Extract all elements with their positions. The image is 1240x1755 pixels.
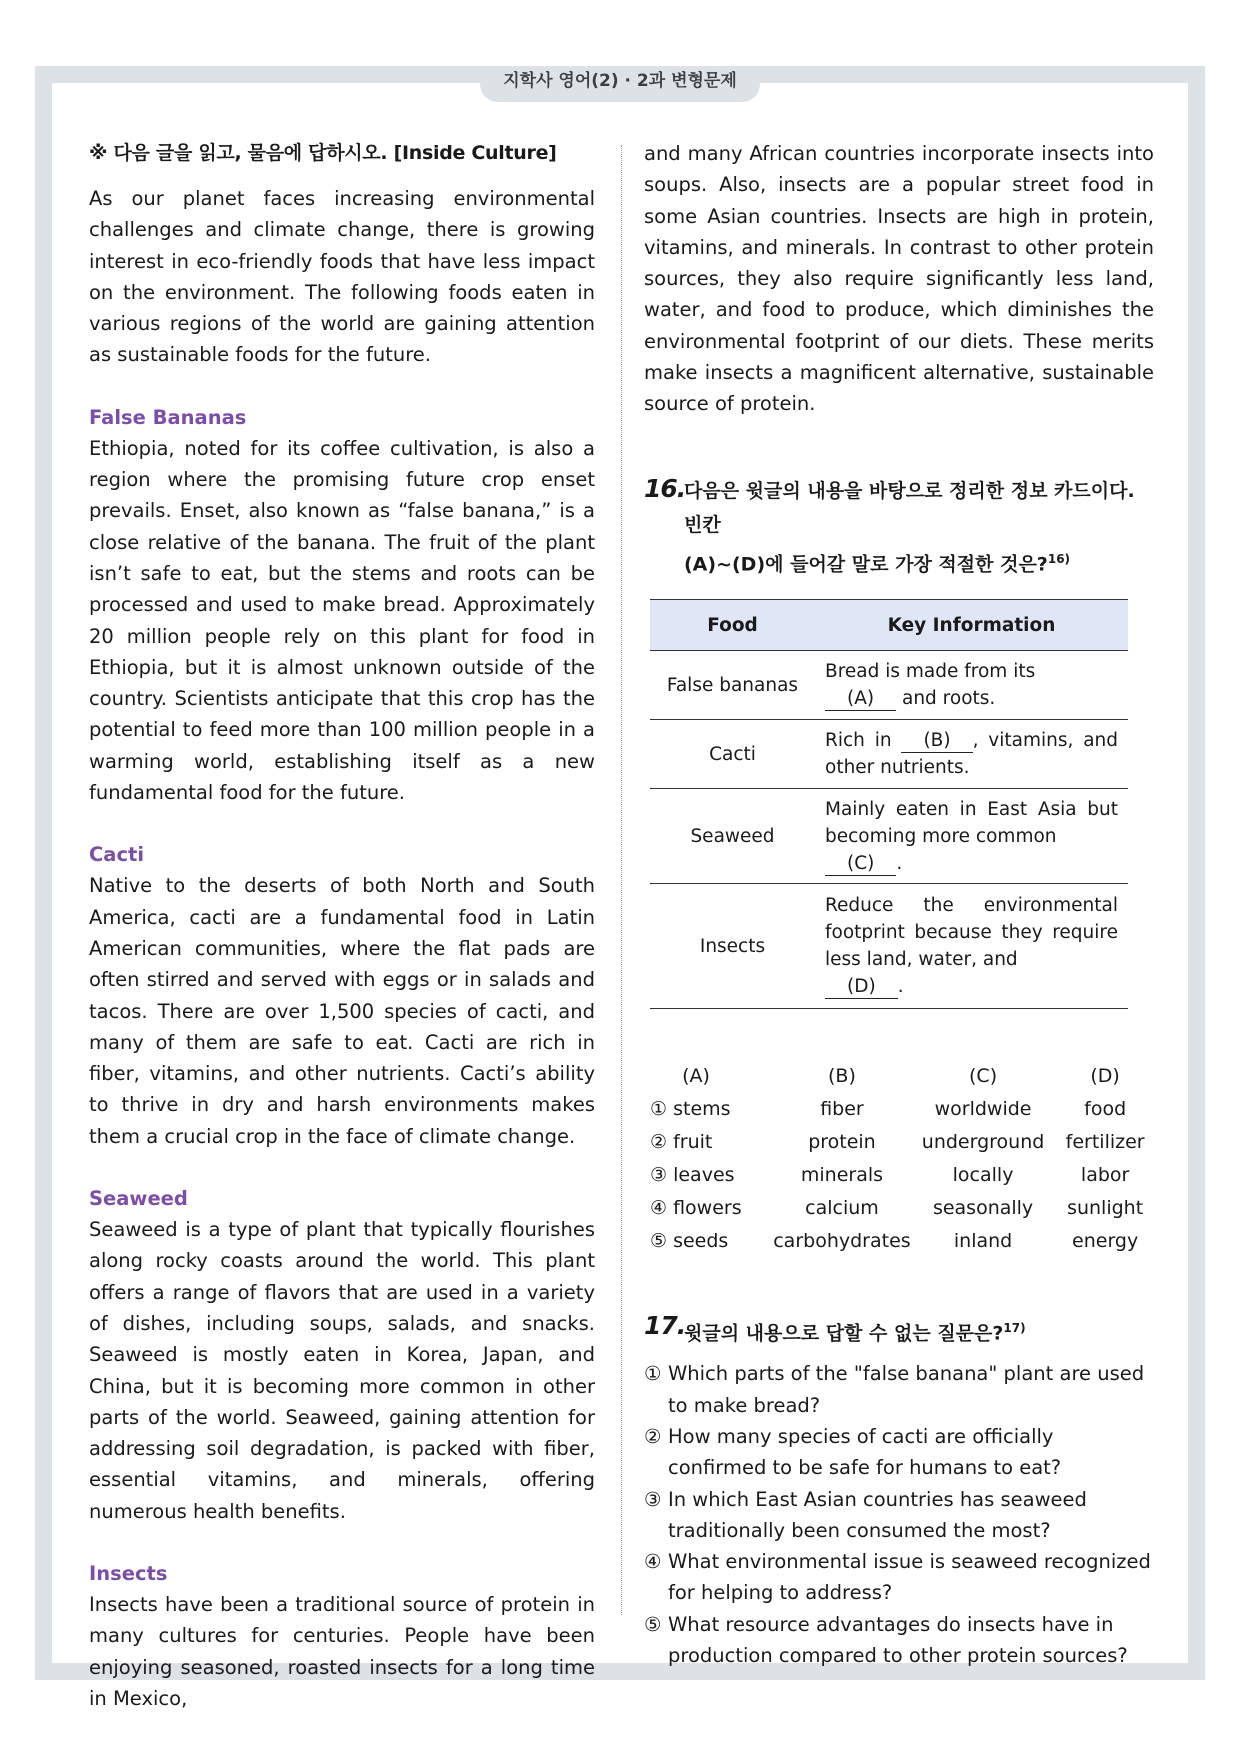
answer-option-5[interactable] <box>644 1609 1154 1672</box>
answer-choices-table <box>650 1059 1156 1257</box>
choice-header-c: (C) <box>969 1064 998 1087</box>
choice-d-value: labor <box>1080 1163 1130 1186</box>
info-food-cell: Cacti <box>650 720 815 789</box>
info-table-header-row <box>650 600 1128 651</box>
option-text: How many species of cacti are officially confirmed to be safe for humans to eat? <box>668 1424 1062 1480</box>
answer-choice-5[interactable] <box>650 1224 1156 1257</box>
choice-header-a-label: (A) <box>682 1064 710 1087</box>
table-row <box>650 789 1128 884</box>
info-key-cell <box>815 720 1128 789</box>
section-heading-cacti: Cacti <box>89 843 145 867</box>
choice-a-value: leaves <box>673 1163 735 1186</box>
option-number: ② <box>644 1424 662 1448</box>
info-food-cell: Insects <box>650 884 815 1009</box>
choice-a-cell <box>650 1158 772 1191</box>
info-key-cell <box>815 651 1128 720</box>
choice-c-value: inland <box>953 1229 1013 1252</box>
choice-b-value: carbohydrates <box>773 1229 911 1252</box>
intro-paragraph: As our planet faces increasing environmental challenges and climate change, there is growing interest in eco-friendly foods that have less impact on the environment. The following foods eaten in various regions of the world are gaining attention as sustainable foods for the future. <box>89 187 595 367</box>
answer-option-1[interactable] <box>644 1358 1154 1421</box>
right-column <box>644 138 1154 1671</box>
choice-number: ① <box>650 1097 668 1120</box>
info-food-cell: Seaweed <box>650 789 815 884</box>
header-title: 지학사 영어(2) · 2과 변형문제 <box>480 66 760 102</box>
section-heading-insects: Insects <box>89 1561 168 1585</box>
choice-a-value: flowers <box>673 1196 742 1219</box>
choice-c-value: underground <box>921 1130 1045 1153</box>
option-text: What environmental issue is seaweed recognized for helping to address? <box>668 1550 1151 1605</box>
info-header-key-info: Key Information <box>815 600 1128 651</box>
info-key-text: Rich in <box>825 730 892 751</box>
answer-choice-3[interactable] <box>650 1158 1156 1191</box>
choice-d-value: energy <box>1072 1229 1139 1252</box>
column-divider <box>621 145 622 1615</box>
choice-b-value: protein <box>808 1130 876 1153</box>
info-key-text-end: , vitamins, and other nutrients. <box>825 730 1119 778</box>
choice-d-value: food <box>1084 1097 1127 1120</box>
question-16 <box>644 474 1154 581</box>
question-17-number: 17. <box>644 1311 686 1340</box>
info-key-text-end: and roots. <box>901 688 996 709</box>
section-text-seaweed: Seaweed is a type of plant that typically flourishes along rocky coasts around the world. This plant offers a range of flavors that are used in a variety of dishes, including soups, salads, and snacks. Seaweed is mostly eaten in Korea, Japan, and China, but it is becoming more common in other parts of the world. Seaweed, gaining attention for addressing soil degradation, is packed with fiber, essential vitamins, and minerals, offering numerous health benefits. <box>89 1218 595 1523</box>
choice-a-cell <box>650 1191 772 1224</box>
question-16-footnote: 16) <box>1047 551 1071 566</box>
info-key-text: Reduce the environmental footprint because they require less land, water, and <box>825 895 1118 970</box>
question-16-line2: (A)~(D)에 들어갈 말로 가장 적절한 것은? <box>684 553 1048 575</box>
question-16-number: 16. <box>644 473 686 503</box>
blank-d: (D) <box>825 976 898 999</box>
info-key-text-end: . <box>896 852 903 874</box>
instruction: ※ 다음 글을 읽고, 물음에 답하시오. [Inside Culture] <box>89 142 557 164</box>
blank-c: (C) <box>825 853 896 876</box>
table-row <box>650 651 1128 720</box>
choice-number: ④ <box>650 1196 668 1219</box>
choices-header-row <box>650 1059 1156 1092</box>
choice-c-value: locally <box>952 1163 1014 1186</box>
blank-b: (B) <box>901 730 972 753</box>
choice-c-value: seasonally <box>932 1196 1034 1219</box>
info-key-text: Mainly eaten in East Asia but becoming more common <box>825 798 1118 847</box>
question-17-title: 윗글의 내용으로 답할 수 없는 질문은? <box>684 1322 1004 1345</box>
answer-option-3[interactable] <box>644 1484 1154 1547</box>
choice-d-value: fertilizer <box>1065 1130 1145 1153</box>
choice-number: ② <box>650 1130 668 1153</box>
blank-a: (A) <box>825 688 896 711</box>
answer-option-2[interactable] <box>644 1421 1154 1484</box>
choice-header-a <box>650 1059 772 1092</box>
choice-a-cell <box>650 1125 772 1158</box>
info-food-cell: False bananas <box>650 651 815 720</box>
option-number: ⑤ <box>644 1612 662 1636</box>
left-column <box>89 138 595 1714</box>
info-key-cell <box>815 789 1128 884</box>
info-card-table <box>650 599 1128 1009</box>
choice-b-value: minerals <box>800 1163 884 1186</box>
section-heading-seaweed: Seaweed <box>89 1187 188 1211</box>
section-text-false-bananas: Ethiopia, noted for its coffee cultivation, is also a region where the promising future crop enset prevails. Enset, also known as “false banana,” is a close relative of the banana. The fruit of the plant isn’t safe to eat, but the stems and roots can be processed and used to make bread. Approximately 20 million people rely on this plant for food in Ethiopia, but it is almost unknown outside of the country. Scientists anticipate that this crop has the potential to feed more than 100 million people in a warming world, establishing itself as a new fundamental food for the future. <box>89 436 595 805</box>
option-number: ③ <box>644 1487 662 1511</box>
option-text: Which parts of the "false banana" plant are used to make bread? <box>668 1362 1145 1417</box>
info-header-food: Food <box>650 600 815 651</box>
choice-b-value: calcium <box>805 1196 879 1219</box>
section-heading-false-bananas: False Bananas <box>89 405 247 429</box>
section-text-cacti: Native to the deserts of both North and South America, cacti are a fundamental food in Latin American communities, where the flat pads are often stirred and served with eggs or in salads and tacos. There are over 1,500 species of cacti, and many of them are safe to eat. Cacti are rich in fiber, vitamins, and other nutrients. Cacti’s ability to thrive in dry and harsh environments makes them a crucial crop in the face of climate change. <box>89 874 595 1148</box>
option-number: ① <box>644 1362 662 1386</box>
answer-option-4[interactable] <box>644 1546 1154 1609</box>
choice-a-value: seeds <box>673 1229 729 1252</box>
option-number: ④ <box>644 1550 662 1574</box>
choice-a-cell <box>650 1092 772 1125</box>
choice-a-value: fruit <box>673 1130 713 1153</box>
choice-number: ③ <box>650 1163 668 1186</box>
choice-number: ⑤ <box>650 1229 668 1252</box>
table-row <box>650 720 1128 789</box>
option-text: What resource advantages do insects have in production compared to other protein sources? <box>668 1612 1128 1667</box>
choice-b-value: fiber <box>820 1097 864 1120</box>
choice-a-cell <box>650 1224 772 1257</box>
answer-choice-2[interactable] <box>650 1125 1156 1158</box>
choice-d-value: sunlight <box>1067 1196 1144 1219</box>
section-text-insects-part2: and many African countries incorporate insects into soups. Also, insects are a popular street food in some Asian countries. Insects are high in protein, vitamins, and minerals. In contrast to other protein sources, they also require significantly less land, water, and food to produce, which diminishes the environmental footprint of our diets. These merits make insects a magnificent alternative, sustainable source of protein. <box>644 142 1154 416</box>
choice-a-value: stems <box>673 1097 731 1120</box>
table-row <box>650 884 1128 1009</box>
question-17-footnote: 17) <box>1003 1321 1026 1335</box>
question-16-line1: 다음은 윗글의 내용을 바탕으로 정리한 정보 카드이다. 빈칸 <box>684 479 1135 536</box>
section-text-insects-part1: Insects have been a traditional source of protein in many cultures for centuries. People have been enjoying seasoned, roasted insects for a long time in Mexico, <box>89 1592 595 1710</box>
answer-choice-1[interactable] <box>650 1092 1156 1125</box>
option-text: In which East Asian countries has seaweed traditionally been consumed the most? <box>668 1487 1087 1542</box>
question-17 <box>644 1311 1154 1350</box>
choice-header-d: (D) <box>1090 1064 1120 1087</box>
question-17-options <box>644 1358 1154 1671</box>
answer-choice-4[interactable] <box>650 1191 1156 1224</box>
info-key-cell <box>815 884 1128 1009</box>
info-key-text-end: . <box>897 976 904 997</box>
info-key-text: Bread is made from its <box>825 661 1036 682</box>
choice-c-value: worldwide <box>934 1097 1032 1120</box>
choice-header-b: (B) <box>828 1064 856 1087</box>
